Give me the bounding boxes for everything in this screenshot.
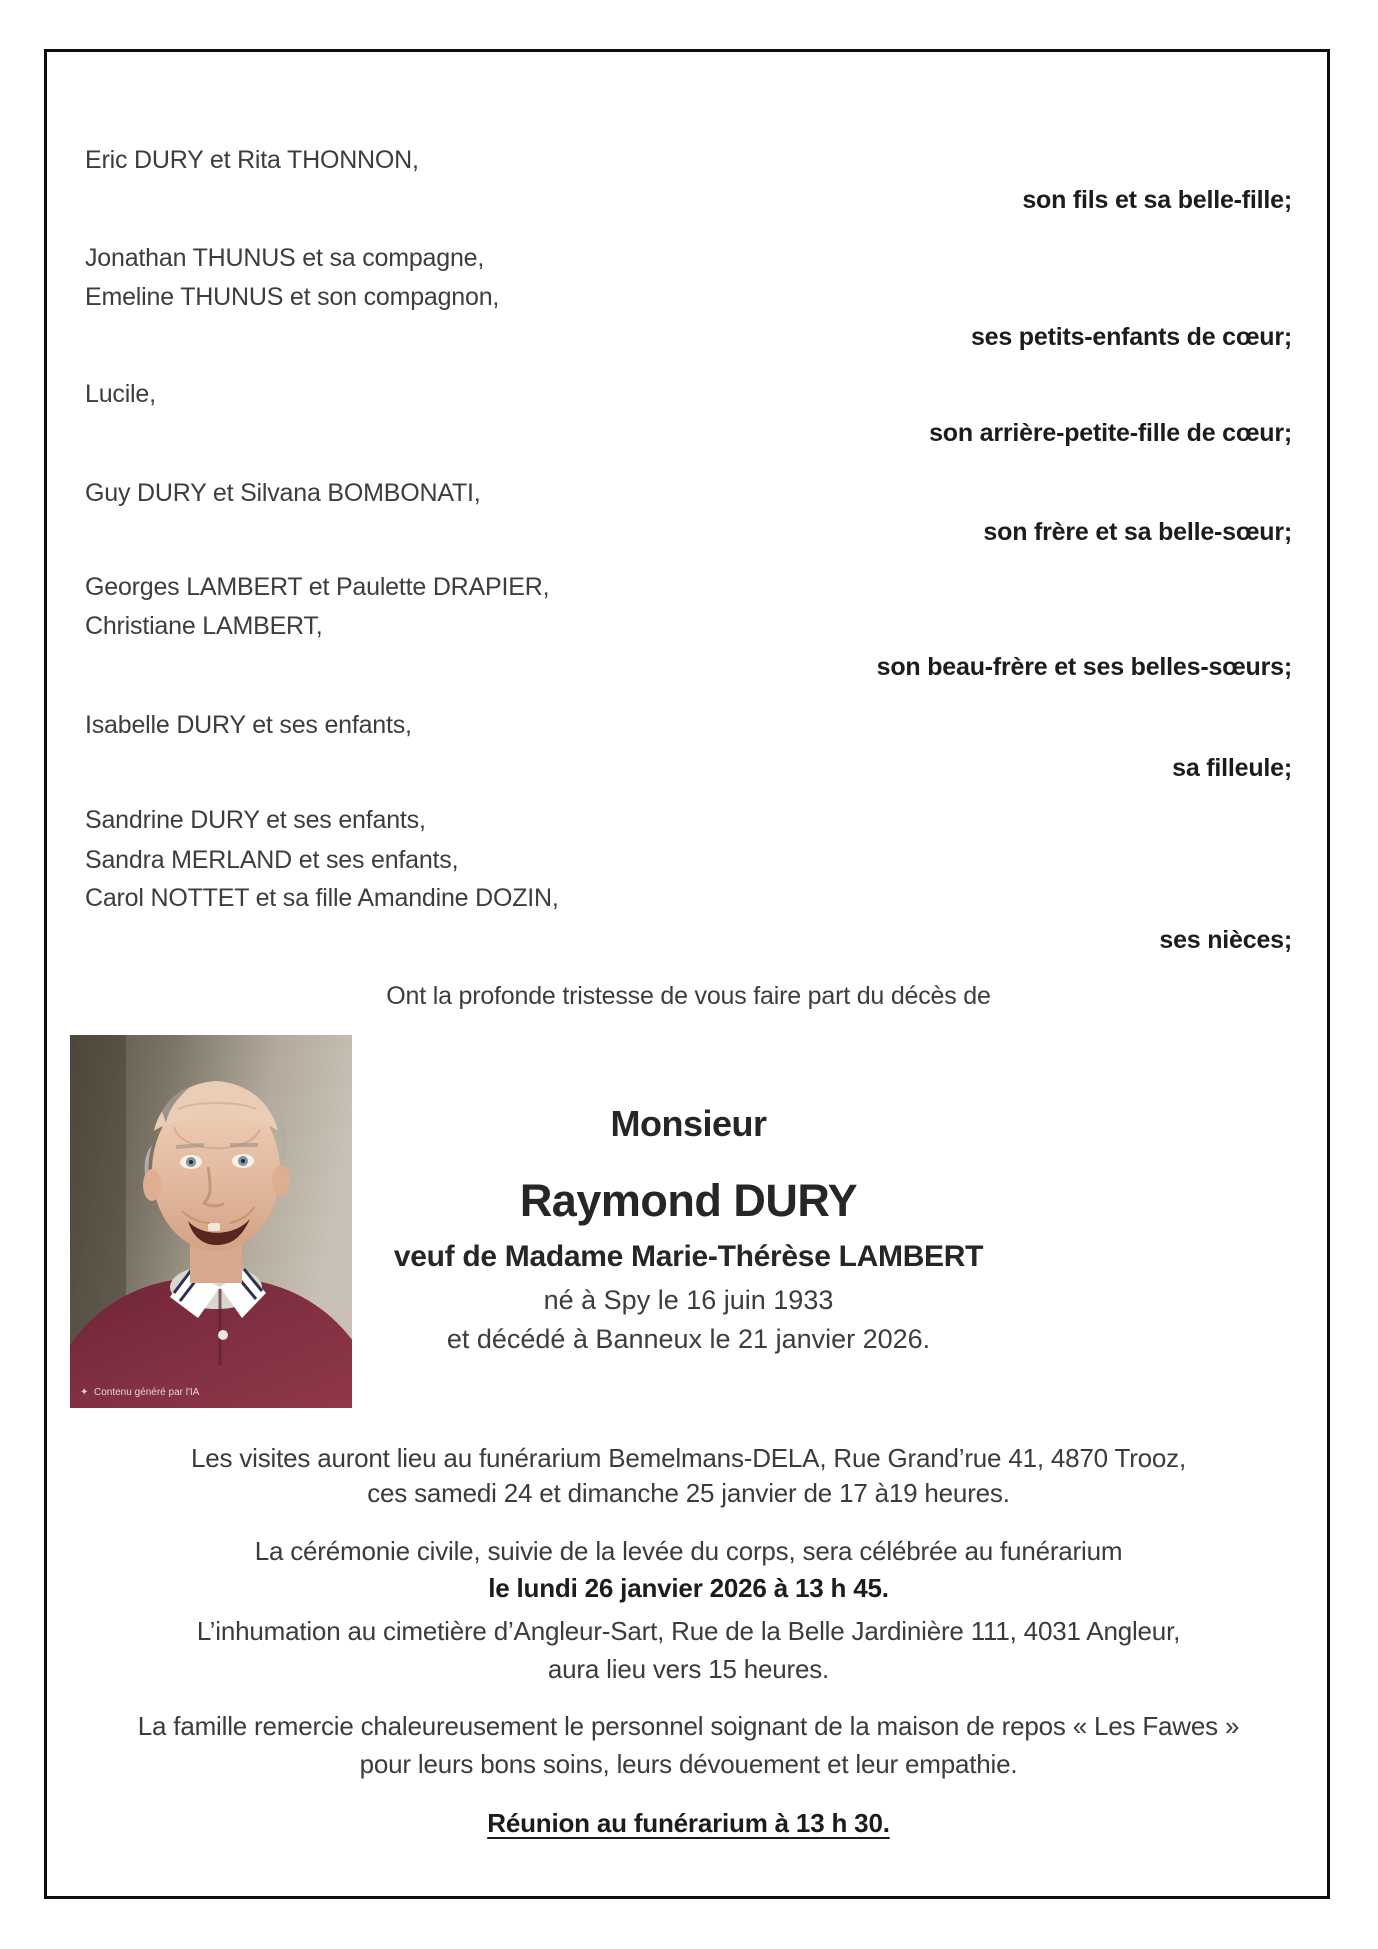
title-monsieur: Monsieur <box>610 1103 767 1144</box>
birth-line: né à Spy le 16 juin 1933 <box>543 1285 834 1315</box>
announcement-intro: Ont la profonde tristesse de vous faire part du décès de <box>386 982 991 1010</box>
family-name-line: Emeline THUNUS et son compagnon, <box>85 283 500 311</box>
relation-label: son beau-frère et ses belles-sœurs; <box>876 653 1292 681</box>
relation-label: son frère et sa belle-sœur; <box>983 518 1292 546</box>
family-name-line: Eric DURY et Rita THONNON, <box>85 146 419 174</box>
thanks-line-2: pour leurs bons soins, leurs dévouement et leur empathie. <box>359 1749 1018 1779</box>
family-name-line: Lucile, <box>85 380 156 408</box>
family-name-line: Carol NOTTET et sa fille Amandine DOZIN, <box>85 884 559 912</box>
relation-label: ses nièces; <box>1159 926 1292 954</box>
visits-line-1: Les visites auront lieu au funérarium Bemelmans-DELA, Rue Grand’rue 41, 4870 Trooz, <box>190 1443 1187 1473</box>
family-name-line: Jonathan THUNUS et sa compagne, <box>85 244 485 272</box>
death-line: et décédé à Banneux le 21 janvier 2026. <box>446 1324 931 1354</box>
relation-label: sa filleule; <box>1172 754 1292 782</box>
thanks-line-1: La famille remercie chaleureusement le personnel soignant de la maison de repos « Les Fawes » <box>137 1711 1240 1741</box>
widower-line: veuf de Madame Marie-Thérèse LAMBERT <box>393 1240 984 1273</box>
page-border-frame <box>44 49 1330 1899</box>
burial-line-2: aura lieu vers 15 heures. <box>547 1654 830 1684</box>
family-name-line: Sandra MERLAND et ses enfants, <box>85 846 459 874</box>
burial-line-1: L’inhumation au cimetière d’Angleur-Sart, Rue de la Belle Jardinière 111, 4031 Angleur, <box>196 1616 1181 1646</box>
family-name-line: Guy DURY et Silvana BOMBONATI, <box>85 479 481 507</box>
visits-line-2: ces samedi 24 et dimanche 25 janvier de 17 à19 heures. <box>367 1478 1010 1508</box>
family-name-line: Georges LAMBERT et Paulette DRAPIER, <box>85 573 550 601</box>
family-name-line: Sandrine DURY et ses enfants, <box>85 806 426 834</box>
ai-watermark-text: Contenu généré par l'IA <box>94 1387 200 1398</box>
ai-watermark <box>80 1387 200 1398</box>
relation-label: son fils et sa belle-fille; <box>1022 186 1292 214</box>
ceremony-line-1: La cérémonie civile, suivie de la levée du corps, sera célébrée au funérarium <box>254 1536 1123 1566</box>
deceased-name: Raymond DURY <box>519 1175 858 1226</box>
svg-text:✦: ✦ <box>80 1387 89 1398</box>
family-name-line: Isabelle DURY et ses enfants, <box>85 711 412 739</box>
relation-label: ses petits-enfants de cœur; <box>970 323 1292 351</box>
ceremony-date-line: le lundi 26 janvier 2026 à 13 h 45. <box>488 1573 889 1603</box>
meeting-line: Réunion au funérarium à 13 h 30. <box>487 1808 890 1838</box>
family-name-line: Christiane LAMBERT, <box>85 612 323 640</box>
relation-label: son arrière-petite-fille de cœur; <box>929 419 1292 447</box>
